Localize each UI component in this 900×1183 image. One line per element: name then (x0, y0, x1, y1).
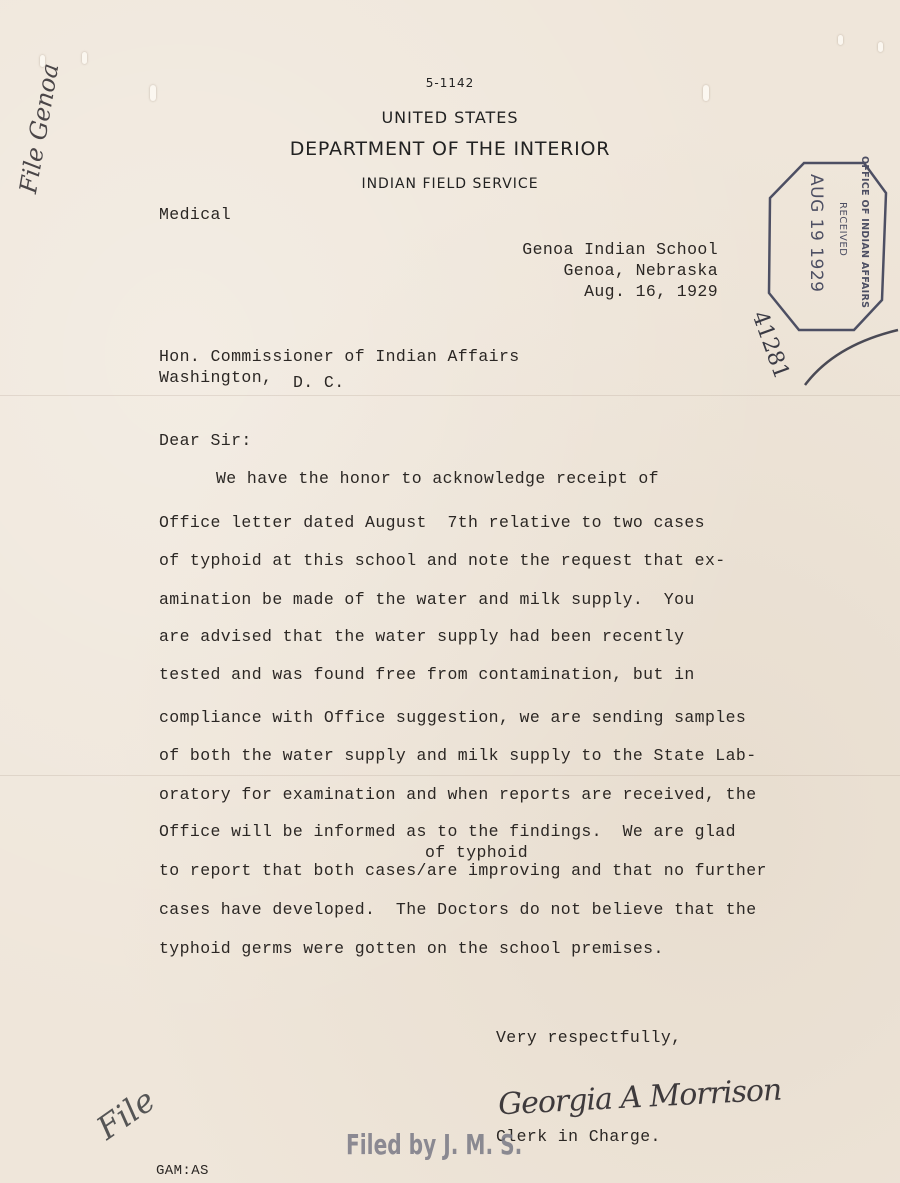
interlineation: of typhoid (425, 843, 529, 862)
recipient-city: Washington, (159, 368, 273, 387)
handwritten-file-note-bottom: File (89, 1080, 162, 1148)
body-line: of both the water supply and milk supply to the State Lab- (159, 746, 757, 765)
paper-fold (0, 775, 900, 776)
sender-location: Genoa, Nebraska (563, 261, 718, 280)
pencil-stroke-icon (800, 325, 900, 390)
body-line: amination be made of the water and milk supply. You (159, 590, 695, 609)
letterhead-united-states: UNITED STATES (381, 108, 519, 127)
letterhead-field-service: INDIAN FIELD SERVICE (361, 176, 539, 192)
recipient-district: D. C. (293, 373, 345, 392)
letterhead-department: DEPARTMENT OF THE INTERIOR (289, 138, 611, 160)
stamp-office: OFFICE OF INDIAN AFFAIRS (859, 156, 870, 309)
subject-label: Medical (159, 205, 232, 224)
body-line: Office will be informed as to the findings. We are glad (159, 822, 736, 841)
closing: Very respectfully, (496, 1028, 682, 1047)
letter-date: Aug. 16, 1929 (584, 282, 718, 301)
body-line: We have the honor to acknowledge receipt of (216, 469, 659, 488)
sender-school: Genoa Indian School (522, 240, 718, 259)
body-line: Office letter dated August 7th relative to two cases (159, 513, 705, 532)
staple-hole (82, 52, 87, 64)
received-stamp (756, 140, 884, 316)
body-line: of typhoid at this school and note the request that ex- (159, 551, 726, 570)
filed-stamp: Filed by J. M. S. (346, 1128, 523, 1161)
form-number: 5-1142 (425, 76, 475, 90)
signer-title: Clerk in Charge. (496, 1127, 661, 1146)
body-line: compliance with Office suggestion, we are sending samples (159, 708, 747, 727)
handwritten-file-note: File Genoa (14, 61, 65, 196)
body-line: oratory for examination and when reports are received, the (159, 785, 757, 804)
staple-hole (838, 35, 843, 45)
body-line: tested and was found free from contamination, but in (159, 665, 695, 684)
paper-fold (0, 395, 900, 396)
recipient-title: Hon. Commissioner of Indian Affairs (159, 347, 520, 366)
staple-hole (878, 42, 883, 52)
file-number: 41281 (746, 308, 794, 383)
stamp-border-icon (764, 158, 892, 334)
salutation: Dear Sir: (159, 431, 252, 450)
body-line: typhoid germs were gotten on the school premises. (159, 939, 664, 958)
typist-initials: GAM:AS (156, 1163, 209, 1179)
stamp-received-label: RECEIVED (837, 202, 848, 257)
body-line: to report that both cases/are improving and that no further (159, 861, 767, 880)
signature: Georgia A Morrison (497, 1072, 783, 1123)
stamp-date: AUG 19 1929 (806, 174, 826, 293)
body-line: cases have developed. The Doctors do not believe that the (159, 900, 757, 919)
body-line: are advised that the water supply had been recently (159, 627, 685, 646)
